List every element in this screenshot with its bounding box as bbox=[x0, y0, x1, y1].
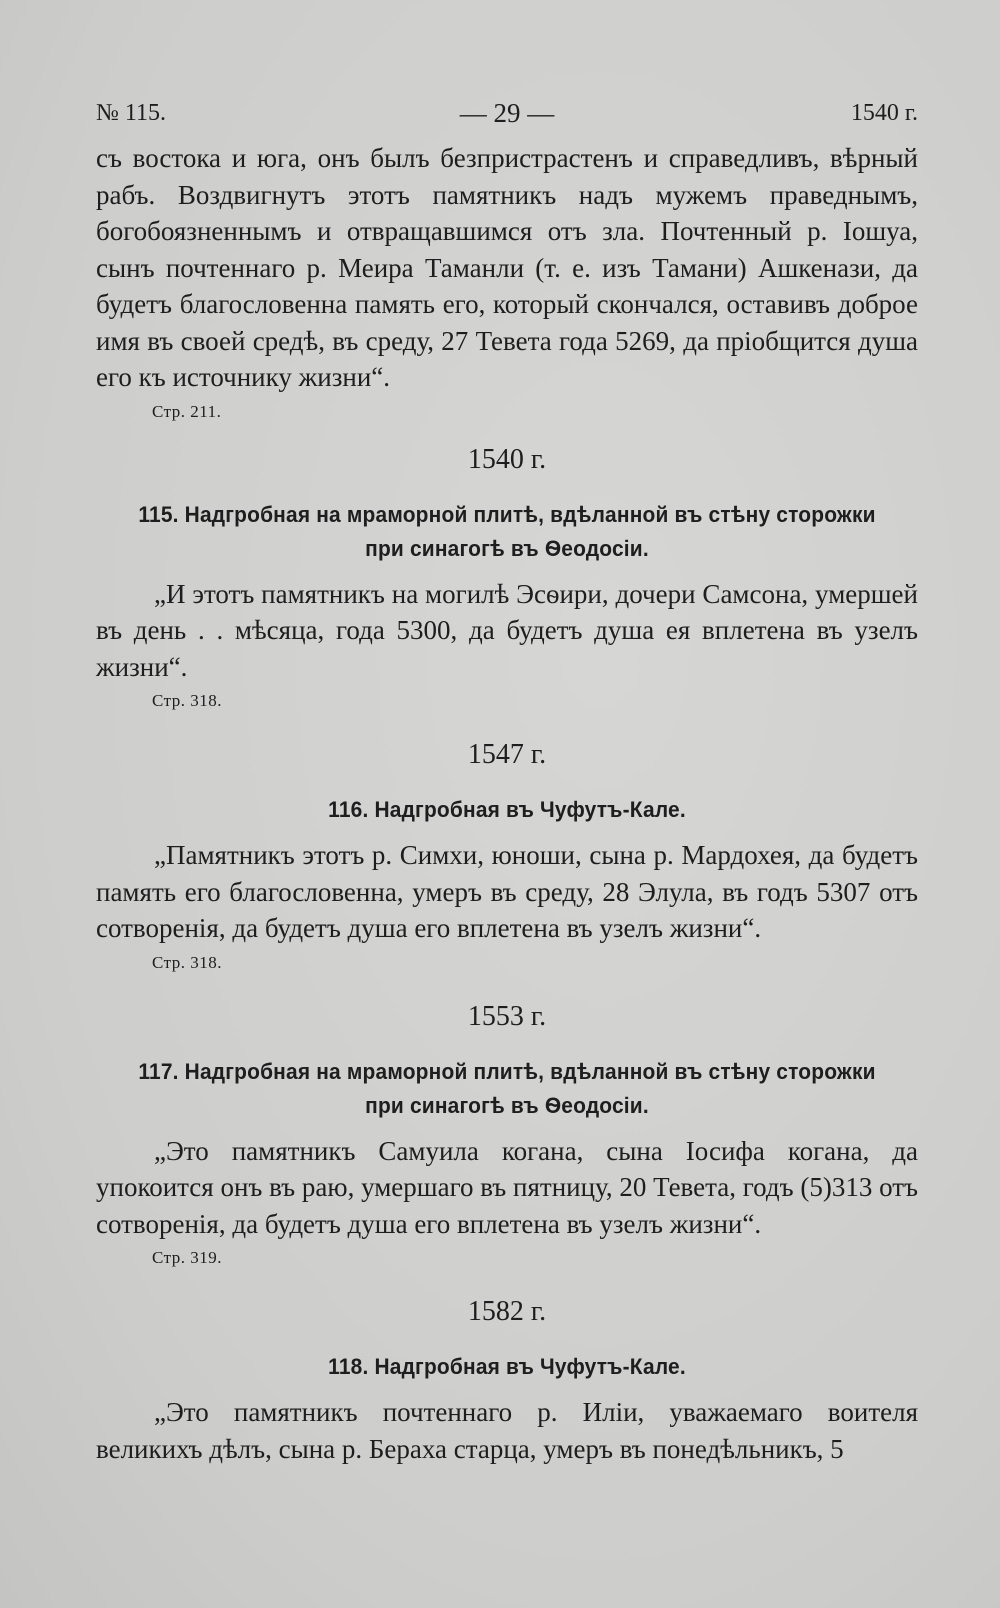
header-year: 1540 г. bbox=[850, 100, 918, 126]
entry-section-115 bbox=[96, 442, 918, 714]
section-year: 1582 г. bbox=[467, 1296, 547, 1327]
intro-reference: Стр. 211. bbox=[152, 401, 222, 421]
entry-title: 117. Надгробная на мраморной плитѣ, вдѣланной въ стѣну сторожки при синагогѣ въ Ѳеодосіи. bbox=[138, 1058, 876, 1118]
entry-title: 116. Надгробная въ Чуфутъ-Кале. bbox=[328, 797, 686, 822]
entry-title: 118. Надгробная въ Чуфутъ-Кале. bbox=[328, 1354, 686, 1379]
entry-title: 115. Надгробная на мраморной плитѣ, вдѣланной въ стѣну сторожки при синагогѣ въ Ѳеодосіи. bbox=[138, 501, 876, 561]
entry-section-117 bbox=[96, 999, 918, 1271]
section-year: 1553 г. bbox=[467, 1000, 547, 1032]
entry-reference: Стр. 319. bbox=[152, 1248, 223, 1267]
intro-paragraph: съ востока и юга, онъ былъ безпристрастенъ и справедливъ, вѣрный рабъ. Воздвигнутъ этотъ памятникъ надъ мужемъ праведнымъ, богобоязненнымъ и отвращавшимся отъ зла. Почтенный р. Іошуа, сынъ почтеннаго р. Меира Таманли (т. е. изъ Тамани) Ашкенази, да будетъ благословенна память его, который скончался, оставивъ доброе имя въ своей средѣ, въ среду, 27 Тевета года 5269, да пріобщится душа его къ источнику жизни“. bbox=[96, 143, 918, 392]
entry-text: „Это памятникъ Самуила когана, сына Іосифа когана, да упокоится онъ въ раю, умершаго въ пятницу, 20 Тевета, годъ (5)313 отъ сотворенія, да будетъ душа его вплетена въ узелъ жизни“. bbox=[96, 1135, 918, 1239]
entry-text: „Памятникъ этотъ р. Симхи, юноши, сына р. Мардохея, да будетъ память его благословенна, умеръ въ среду, 28 Элула, въ годъ 5307 отъ сотворенія, да будетъ душа его вплетена въ узелъ жизни“. bbox=[96, 840, 918, 943]
entry-section-116 bbox=[96, 737, 918, 975]
page-number: — 29 — bbox=[459, 98, 555, 128]
entry-reference: Стр. 318. bbox=[152, 691, 223, 710]
entry-text: „И этотъ памятникъ на могилѣ Эсѳири, дочери Самсона, умершей въ день . . мѣсяца, года 5300, да будетъ душа ея вплетена въ узелъ жизни“. bbox=[96, 578, 918, 682]
entry-section-118 bbox=[96, 1294, 918, 1467]
section-year: 1540 г. bbox=[467, 443, 547, 475]
entry-number: № 115. bbox=[96, 100, 167, 126]
entry-text: „Это памятникъ почтеннаго р. Иліи, уважаемаго воителя великихъ дѣлъ, сына р. Бераха старца, умеръ въ понедѣльникъ, 5 bbox=[96, 1397, 918, 1464]
section-year: 1547 г. bbox=[467, 739, 547, 770]
entry-reference: Стр. 318. bbox=[152, 952, 223, 972]
page-header bbox=[96, 92, 918, 132]
